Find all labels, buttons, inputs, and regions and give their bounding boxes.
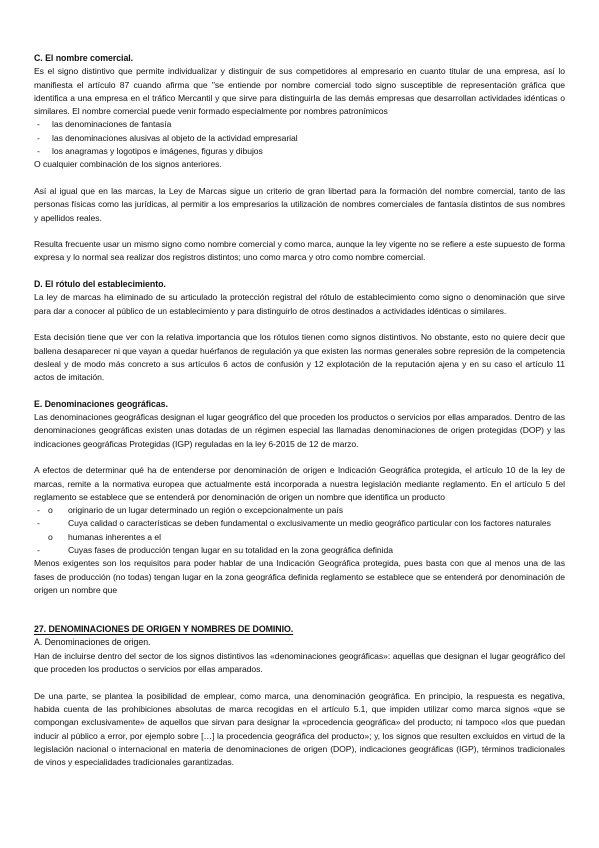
list-item: - los anagramas y logotipos e imágenes, figuras y dibujos <box>34 145 565 158</box>
list-item-text: Cuya calidad o características se deben fundamental o exclusivamente un medio geográfico particular con los factores naturales <box>68 518 551 529</box>
paragraph: Resulta frecuente usar un mismo signo como nombre comercial y como marca, aunque la ley vigente no se refiere a este supuesto de forma expresa y lo normal sea realizar dos registros distintos; uno como marca y otro como nombre comercial. <box>34 239 565 263</box>
list-item-text: Cuyas fases de producción tengan lugar en su totalidad en la zona geográfica definida <box>68 544 393 555</box>
list-item: - las denominaciones alusivas al objeto de la actividad empresarial <box>34 132 565 145</box>
paragraph: De una parte, se plantea la posibilidad de emplear, como marca, una denominación geográfica. En principio, la respuesta es negativa, habida cuenta de las prohibiciones absolutas de marca recogidas en el artículo 5.1, que impiden utilizar como marca signos «que se compongan exclusivamente» de aquellos que sirvan para designar la «procedencia geográfica» del producto; ni tampoco «los que puedan inducir al público a error, por ejemplo sobre […] la procedencia geográfica del producto»; y, los signos que resulten excluidos en virtud de la legislación nacional o internacional en materia de denominaciones de origen (DOP), indicaciones geográficas (IGP), términos tradicionales de vinos y especialidades tradicionales garantizadas. <box>34 690 565 768</box>
paragraph: A efectos de determinar qué ha de entenderse por denominación de origen e Indicación Geográfica protegida, el artículo 10 de la ley de marcas, remite a la normativa europea que actualmente está incorporada a nuestra legislación mediante reglamento. En el artículo 5 del reglamento se establece que se entenderá por denominación de origen un nombre que identifica un producto <box>34 465 565 502</box>
paragraph: Han de incluirse dentro del sector de los signos distintivos las «denominaciones geográficas»: aquellas que designan el lugar geográfico del que proceden los productos o servicios por ellas amparados. <box>34 650 565 675</box>
list-item <box>34 504 565 517</box>
bullet-list <box>34 504 565 557</box>
paragraph: Menos exigentes son los requisitos para poder hablar de una Indicación Geográfica protegida, pues basta con que al menos una de las fases de producción (no todas) tengan lugar en la zona geográfica definida reglamento se establece que se entenderá por denominación de origen un nombre que <box>34 558 565 595</box>
section-heading: E. Denominaciones geográficas. <box>34 398 168 409</box>
section-heading: A. Denominaciones de origen. <box>34 637 151 648</box>
section-heading: D. El rótulo del establecimiento. <box>34 279 166 290</box>
paragraph: Esta decisión tiene que ver con la relativa importancia que los rótulos tienen como signos distintivos. No obstante, esto no quiere decir que ballena desaparecer ni que vayan a quedar huérfanos de regulación ya que existen las normas generales sobre represión de la competencia desleal y de modo más concreto a sus artículos 6 actos de confusión y 12 explotación de la reputación ajena y en su caso el artículo 11 actos de imitación. <box>34 332 565 383</box>
list-item <box>34 517 565 530</box>
paragraph: La ley de marcas ha eliminado de su articulado la protección registral del rótulo de establecimiento como signo o denominación que sirve para dar a conocer al público de un establecimiento y para distinguirlo de otros destinados a actividades idénticas o similares. <box>34 292 565 316</box>
sub-bullet-marker: o <box>48 531 53 542</box>
sub-bullet-marker: - o <box>48 505 53 516</box>
list-item <box>34 531 565 544</box>
chapter-heading: 27. DENOMINACIONES DE ORIGEN Y NOMBRES DE DOMINIO. <box>34 624 294 635</box>
list-item: - las denominaciones de fantasía <box>34 118 565 131</box>
list-item <box>34 544 565 557</box>
section-heading: C. El nombre comercial. <box>34 53 134 63</box>
paragraph: Las denominaciones geográficas designan el lugar geográfico del que proceden los productos o servicios por ellas amparados. Dentro de las denominaciones geográficas existen unas dotadas de un régimen especial las llamadas denominaciones de origen protegidas (DOP) y las indicaciones geográficas Protegidas (IGP) reguladas en la ley 6-2015 de 12 de marzo. <box>34 412 565 449</box>
bullet-list <box>34 118 565 158</box>
list-item-text: humanas inherentes a el <box>68 531 161 542</box>
paragraph: Así al igual que en las marcas, la Ley de Marcas sigue un criterio de gran libertad para la formación del nombre comercial, tanto de las personas físicas como las jurídicas, al permitir a los empresarios la utilización de nombres comerciales de fantasía distintos de sus nombres y apellidos reales. <box>34 185 565 223</box>
paragraph: Es el signo distintivo que permite individualizar y distinguir de sus competidores al empresario en cuanto titular de una empresa, así lo manifiesta el artículo 87 cuando afirma que "se entiende por nombre comercial todo signo susceptible de representación gráfica que identifica a una empresa en el tráfico Mercantil y que sirve para distinguirla de las demás empresas que desarrollan actividades idénticas o similares. El nombre comercial puede venir formado especialmente por nombres patronímicos <box>34 66 565 117</box>
list-item-text: originario de un lugar determinado un región o excepcionalmente un país <box>68 505 343 516</box>
paragraph: O cualquier combinación de los signos anteriores. <box>34 159 222 170</box>
document-body <box>34 52 565 769</box>
